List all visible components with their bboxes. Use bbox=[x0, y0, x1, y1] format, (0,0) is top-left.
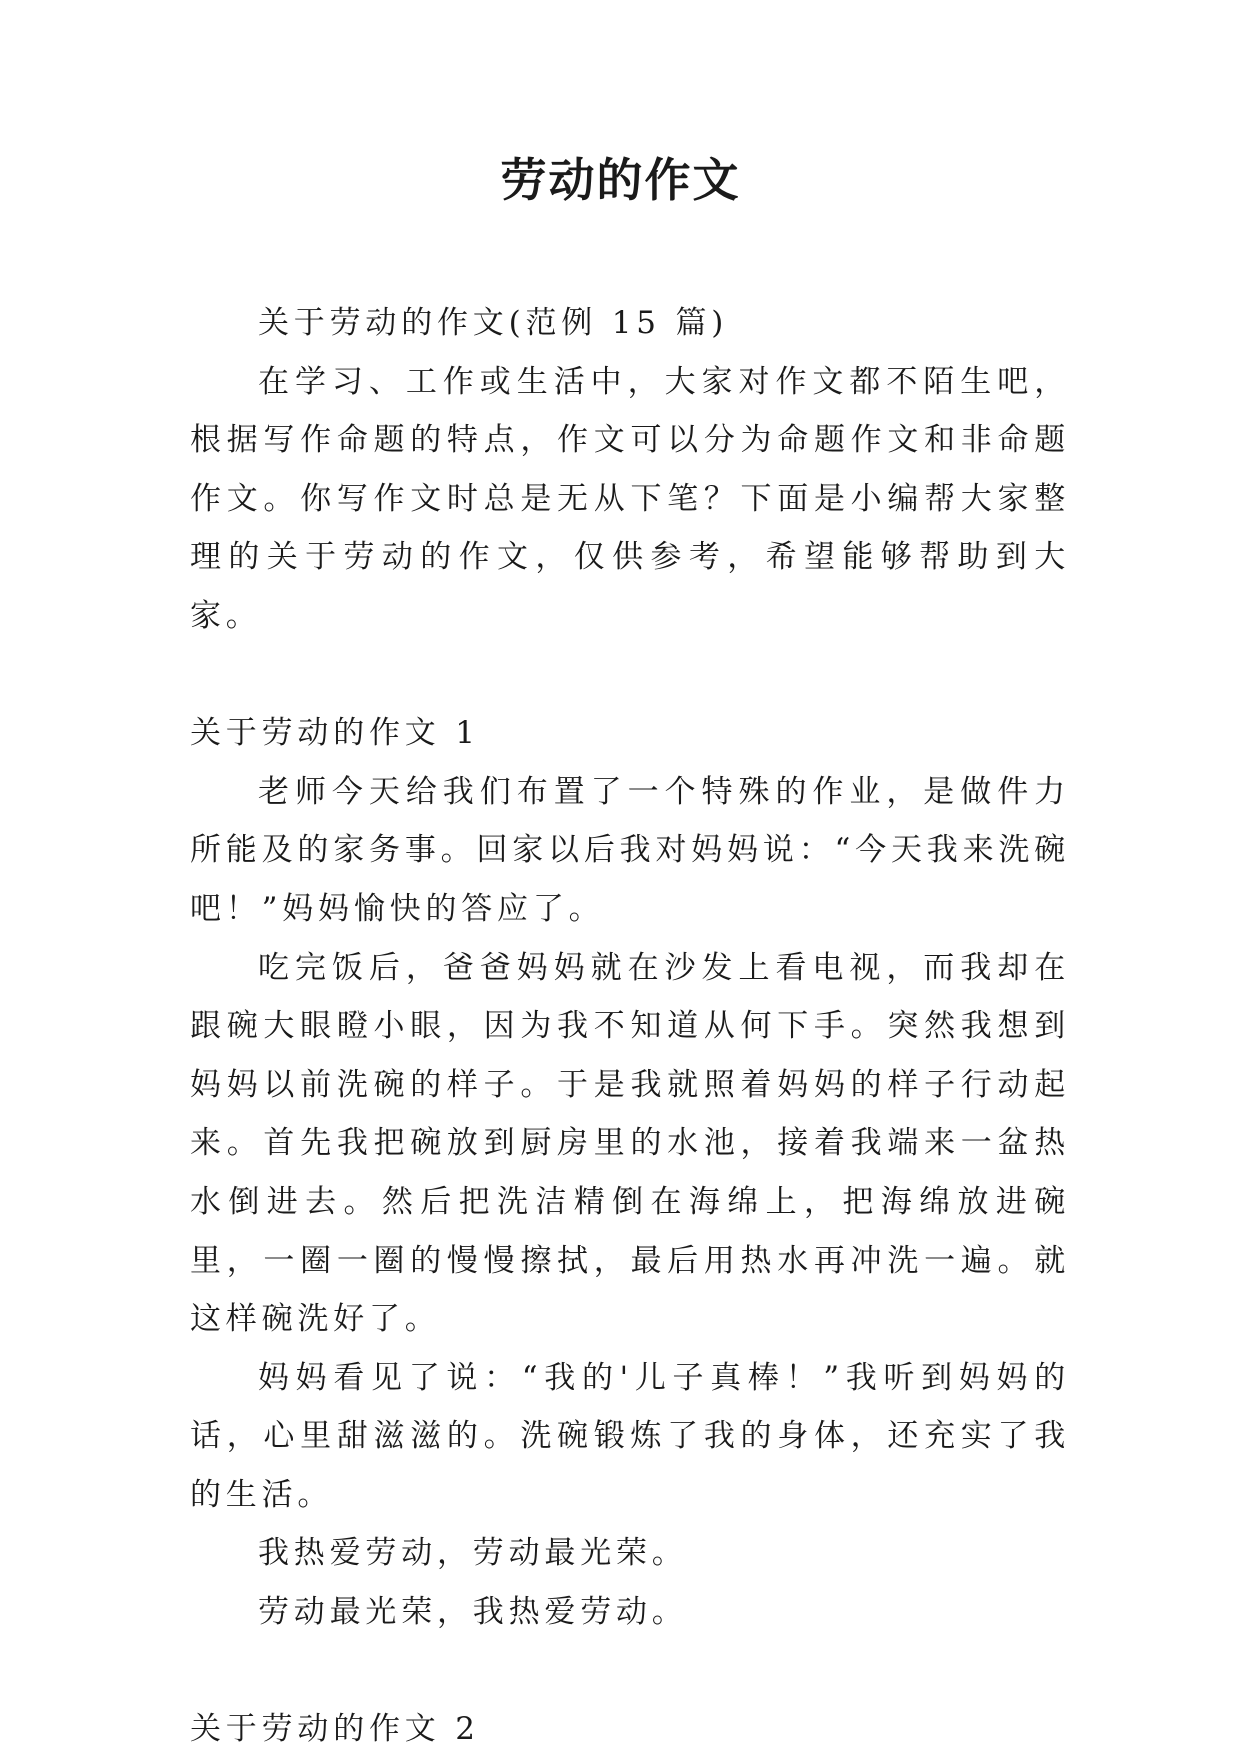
document-subtitle: 关于劳动的作文(范例 15 篇) bbox=[258, 305, 729, 341]
section-heading: 关于劳动的作文 1 bbox=[190, 715, 480, 752]
section-gap bbox=[190, 1642, 1070, 1701]
document-title: 劳动的作文 bbox=[500, 153, 741, 207]
section-paragraph: 老师今天给我们布置了一个特殊的作业，是做件力所能及的家务事。回家以后我对妈妈说：“今天我来洗碗吧！”妈妈愉快的答应了。 bbox=[190, 773, 1070, 927]
section-paragraph: 我热爱劳动，劳动最光荣。 bbox=[258, 1535, 688, 1572]
intro-paragraph: 在学习、工作或生活中，大家对作文都不陌生吧，根据写作命题的特点，作文可以分为命题作文和非命题作文。你写作文时总是无从下笔？下面是小编帮大家整理的关于劳动的作文，仅供参考，希望能够帮助到大家。 bbox=[190, 363, 1070, 634]
document-body bbox=[190, 294, 1070, 1759]
section-paragraph: 妈妈看见了说：“我的'儿子真棒！”我听到妈妈的话，心里甜滋滋的。洗碗锻炼了我的身体，还充实了我的生活。 bbox=[190, 1359, 1070, 1513]
section-paragraph: 吃完饭后，爸爸妈妈就在沙发上看电视，而我却在跟碗大眼瞪小眼，因为我不知道从何下手。突然我想到妈妈以前洗碗的样子。于是我就照着妈妈的样子行动起来。首先我把碗放到厨房里的水池，接着我端来一盆热水倒进去。然后把洗洁精倒在海绵上，把海绵放进碗里，一圈一圈的慢慢擦拭，最后用热水再冲洗一遍。就这样碗洗好了。 bbox=[190, 949, 1070, 1338]
section-paragraph: 劳动最光荣，我热爱劳动。 bbox=[258, 1594, 688, 1631]
section-heading: 关于劳动的作文 2 bbox=[190, 1711, 480, 1748]
section-gap bbox=[190, 646, 1070, 705]
